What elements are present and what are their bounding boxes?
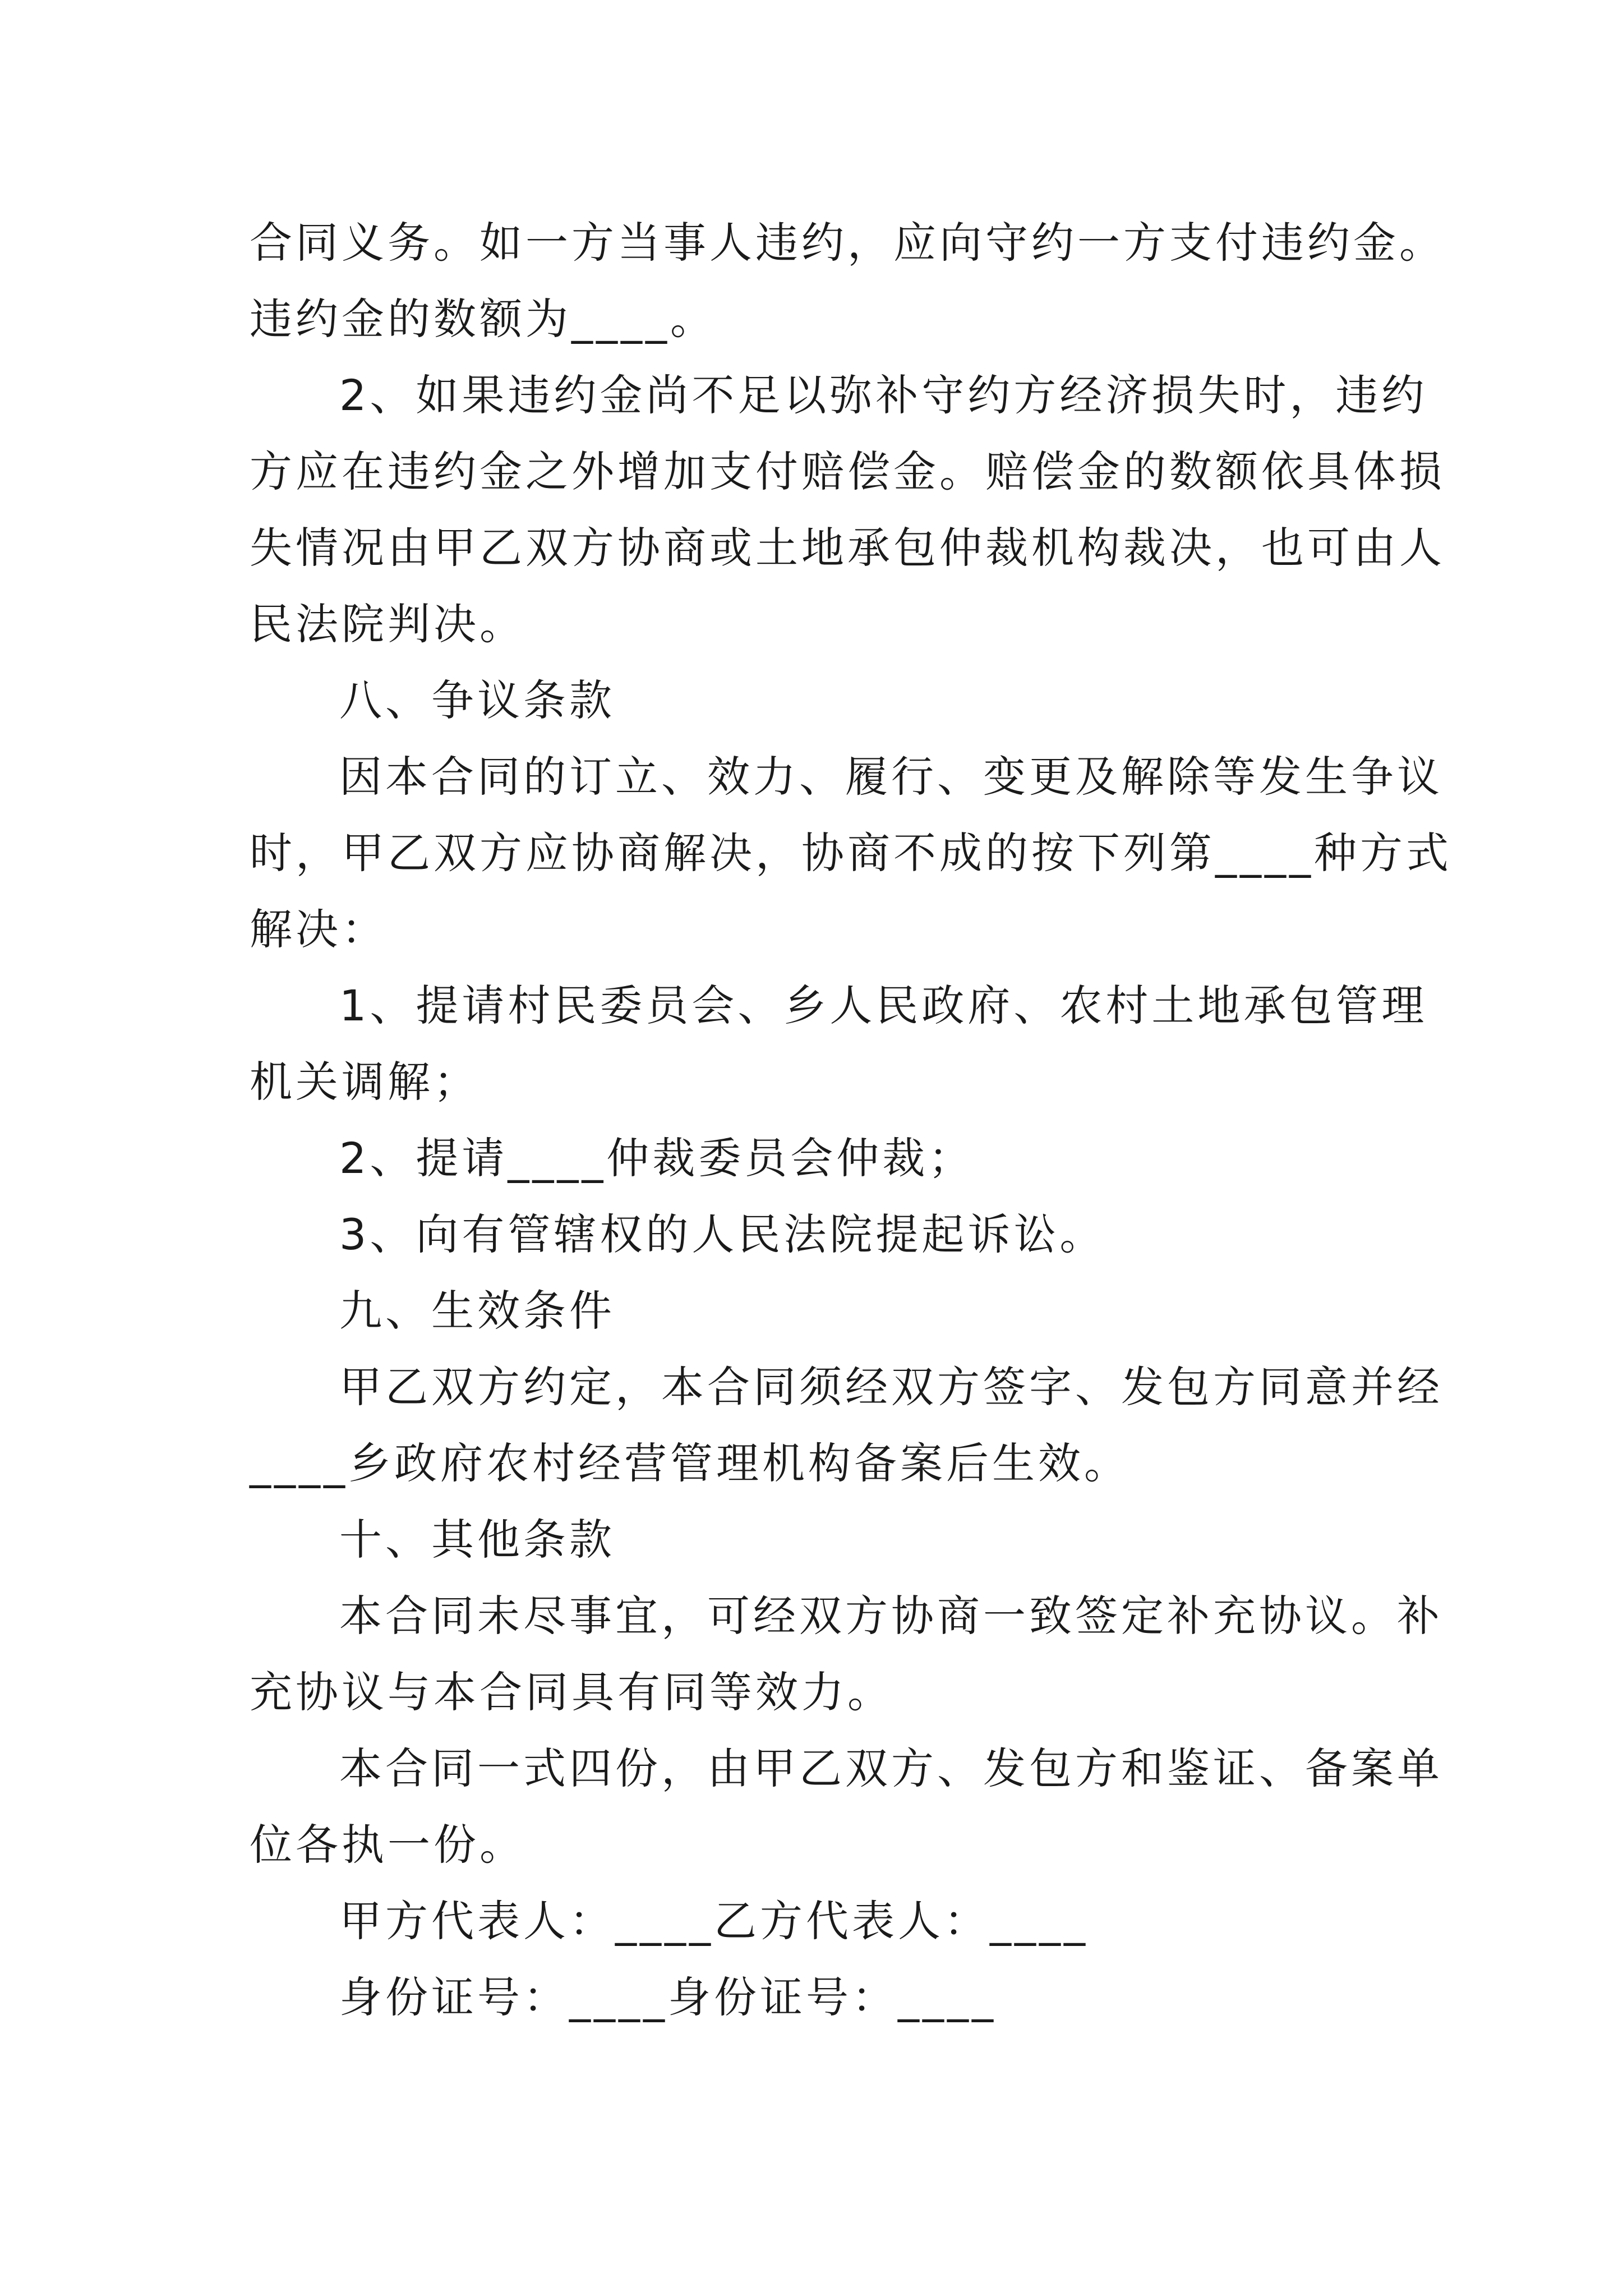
text-line: 解决： bbox=[250, 904, 388, 954]
text-line: 1、提请村民委员会、乡人民政府、农村土地承包管理 bbox=[339, 981, 1428, 1030]
text-line: 民法院判决。 bbox=[250, 599, 525, 649]
text-line: 本合同一式四份，由甲乙双方、发包方和鉴证、备案单 bbox=[339, 1743, 1443, 1793]
text-line: 时，甲乙双方应协商解决，协商不成的按下列第____种方式 bbox=[250, 828, 1452, 878]
document-body bbox=[250, 205, 1452, 2036]
text-line: 甲乙双方约定，本合同须经双方签字、发包方同意并经 bbox=[339, 1362, 1443, 1412]
text-line: 方应在违约金之外增加支付赔偿金。赔偿金的数额依具体损 bbox=[250, 447, 1445, 496]
text-line: 机关调解； bbox=[250, 1057, 479, 1107]
text-line: 2、如果违约金尚不足以弥补守约方经济损失时，违约 bbox=[339, 370, 1428, 420]
signature-line: 甲方代表人：____乙方代表人：____ bbox=[339, 1896, 1089, 1946]
section-heading: 八、争议条款 bbox=[339, 675, 615, 725]
text-line: 位各执一份。 bbox=[250, 1820, 525, 1870]
text-line: 因本合同的订立、效力、履行、变更及解除等发生争议 bbox=[339, 752, 1443, 802]
text-line: 3、向有管辖权的人民法院提起诉讼。 bbox=[339, 1209, 1106, 1259]
id-number-line: 身份证号：____身份证号：____ bbox=[339, 1972, 997, 2022]
section-heading: 十、其他条款 bbox=[339, 1515, 615, 1565]
text-line: 充协议与本合同具有同等效力。 bbox=[250, 1667, 893, 1717]
section-heading: 九、生效条件 bbox=[339, 1286, 615, 1336]
text-line: 本合同未尽事宜，可经双方协商一致签定补充协议。补 bbox=[339, 1591, 1443, 1641]
text-line: 合同义务。如一方当事人违约，应向守约一方支付违约金。 bbox=[250, 218, 1445, 268]
text-line: 失情况由甲乙双方协商或土地承包仲裁机构裁决，也可由人 bbox=[250, 523, 1445, 573]
text-line: 违约金的数额为____。 bbox=[250, 294, 716, 344]
text-line: 2、提请____仲裁委员会仲裁； bbox=[339, 1133, 975, 1183]
text-line: ____乡政府农村经营管理机构备案后生效。 bbox=[250, 1438, 1130, 1488]
